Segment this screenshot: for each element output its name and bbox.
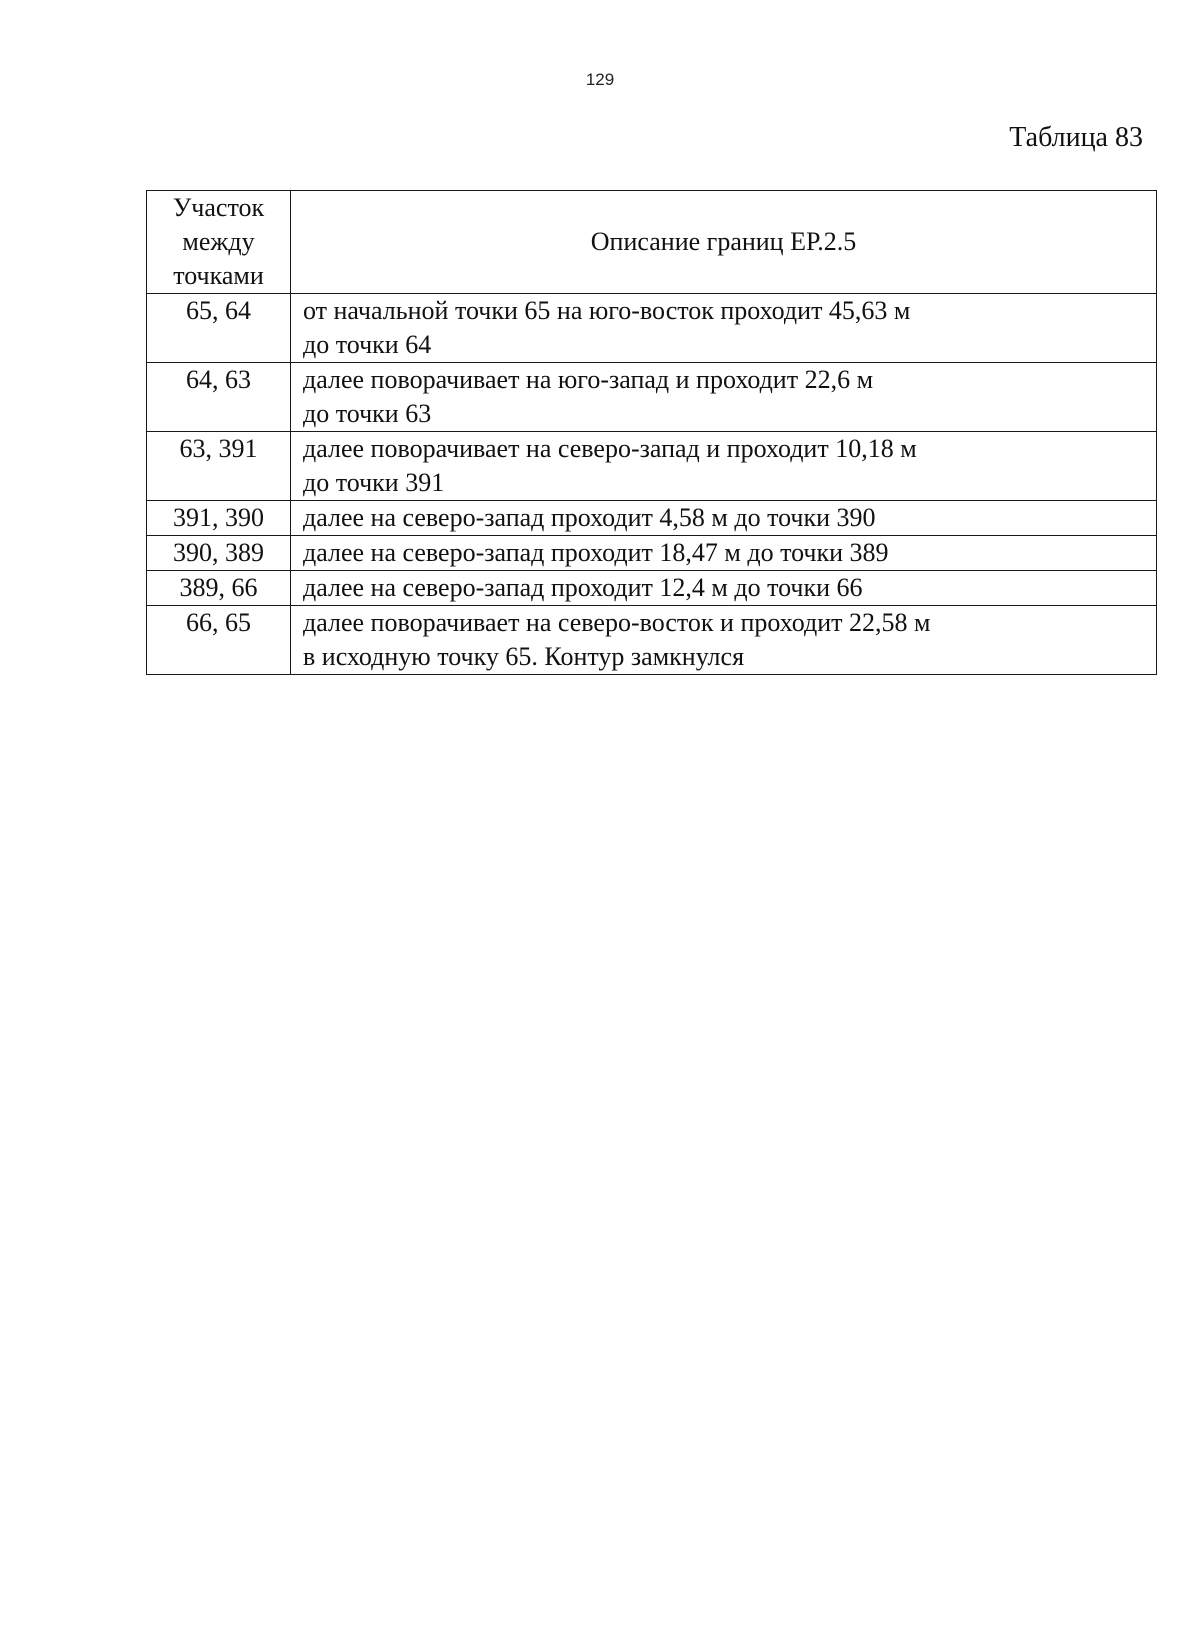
description-cell [291, 432, 1157, 501]
description-cell [291, 571, 1157, 606]
segment-cell: 64, 63 [147, 363, 291, 432]
header-segment-cell [147, 191, 291, 294]
table-row [147, 536, 1157, 571]
description-line: от начальной точки 65 на юго-восток проходит 45,63 м [303, 296, 911, 325]
description-line: до точки 391 [303, 468, 445, 497]
header-segment-line: точками [173, 261, 264, 290]
table-row [147, 294, 1157, 363]
description-line: далее на северо-запад проходит 4,58 м до точки 390 [303, 503, 876, 532]
segment-cell: 389, 66 [147, 571, 291, 606]
description-line: до точки 64 [303, 330, 432, 359]
table-caption: Таблица 83 [1009, 122, 1143, 153]
description-cell [291, 294, 1157, 363]
description-line: далее на северо-запад проходит 18,47 м до точки 389 [303, 538, 889, 567]
table-row [147, 606, 1157, 675]
description-line: до точки 63 [303, 399, 432, 428]
description-line: далее на северо-запад проходит 12,4 м до точки 66 [303, 573, 863, 602]
table-row [147, 501, 1157, 536]
segment-cell: 391, 390 [147, 501, 291, 536]
description-cell [291, 363, 1157, 432]
description-cell [291, 606, 1157, 675]
table-row [147, 571, 1157, 606]
description-line: далее поворачивает на северо-запад и проходит 10,18 м [303, 434, 917, 463]
segment-cell: 65, 64 [147, 294, 291, 363]
boundary-description-table [146, 190, 1157, 675]
table-header-row [147, 191, 1157, 294]
description-line: далее поворачивает на северо-восток и проходит 22,58 м [303, 608, 931, 637]
table-row [147, 432, 1157, 501]
header-description-cell: Описание границ ЕР.2.5 [291, 191, 1157, 294]
header-segment-line: между [182, 227, 255, 256]
segment-cell: 63, 391 [147, 432, 291, 501]
description-line: далее поворачивает на юго-запад и проходит 22,6 м [303, 365, 874, 394]
page-number: 129 [585, 70, 615, 89]
header-segment-line: Участок [172, 193, 265, 222]
segment-cell: 66, 65 [147, 606, 291, 675]
description-cell [291, 501, 1157, 536]
table-row [147, 363, 1157, 432]
description-line: в исходную точку 65. Контур замкнулся [303, 642, 745, 671]
description-cell [291, 536, 1157, 571]
segment-cell: 390, 389 [147, 536, 291, 571]
